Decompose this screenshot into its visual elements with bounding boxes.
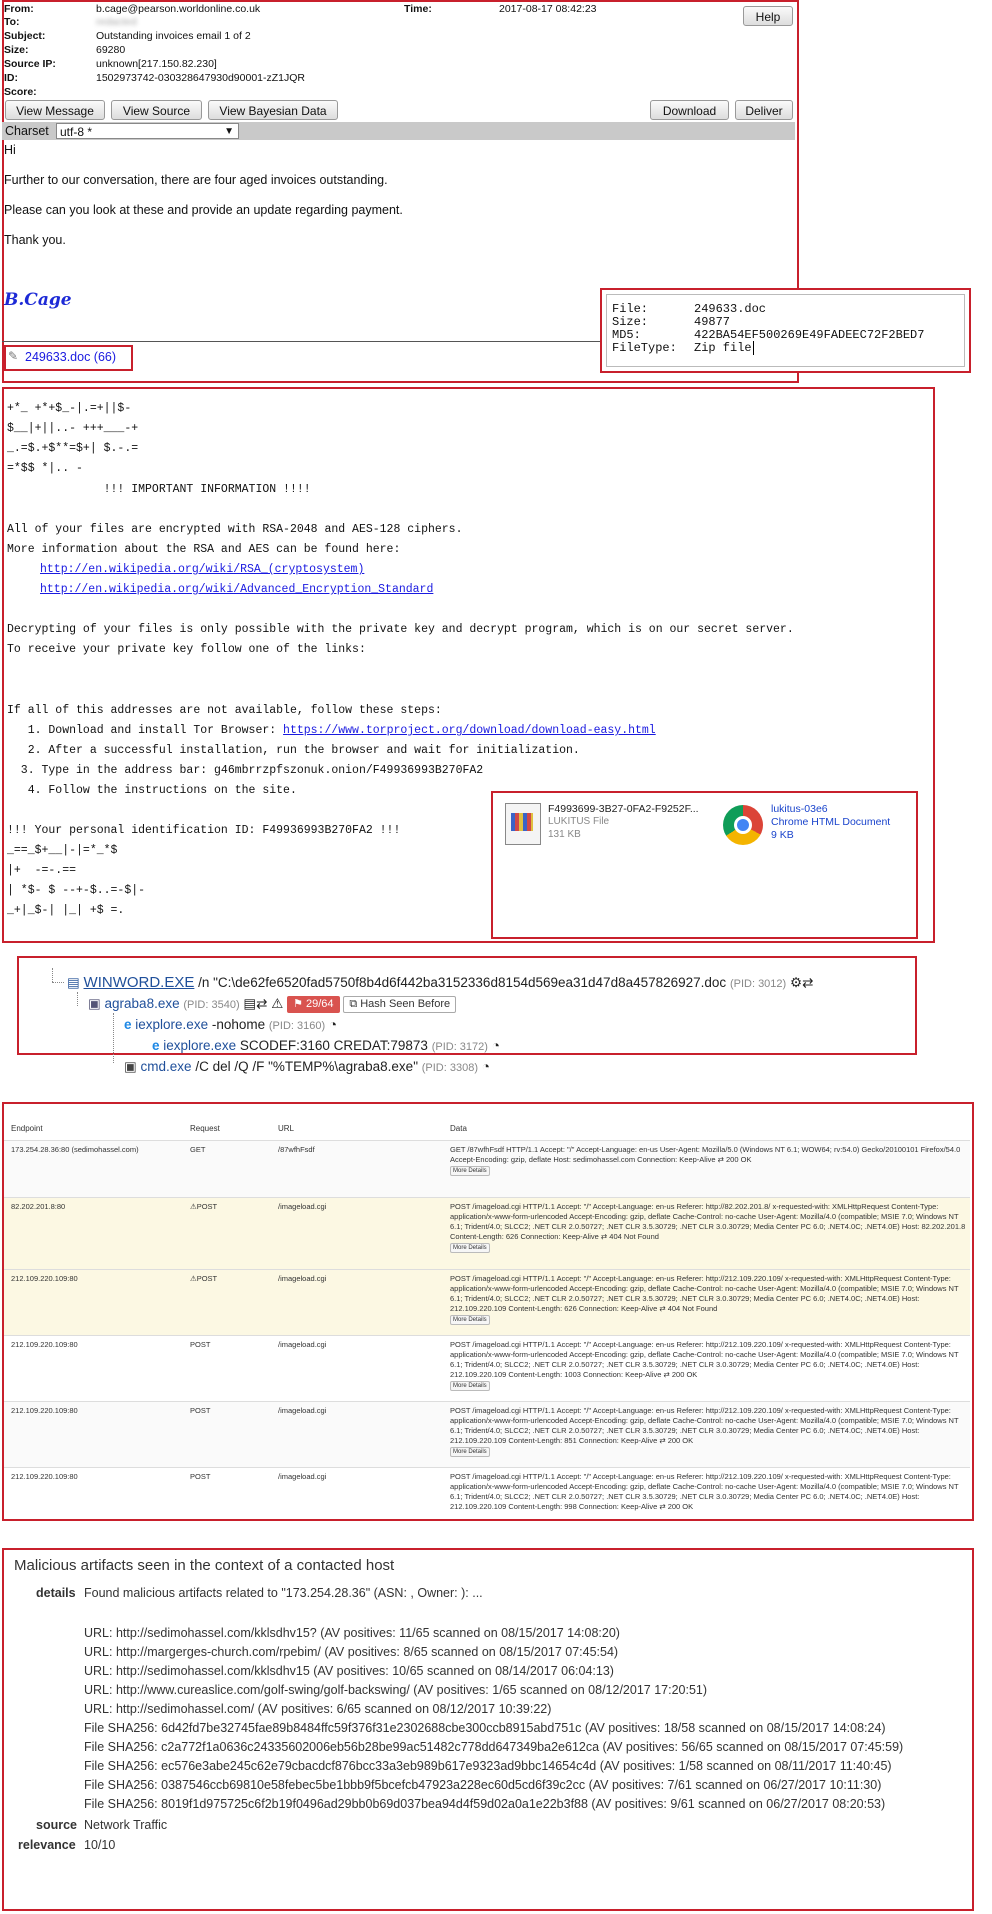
endpoint-cell: 212.109.220.109:80 <box>11 1340 78 1349</box>
url-cell: /87wfhFsdf <box>278 1145 315 1154</box>
swap-icon: ⇄ <box>802 975 814 990</box>
artifact-line: URL: http://sedimohassel.com/ (AV positives: 6/65 scanned on 08/12/2017 10:39:22) <box>84 1702 552 1716</box>
gear-icon: ⚙ <box>789 975 803 990</box>
chrome-icon-center <box>734 816 752 834</box>
warning-icon: ⚠ <box>271 996 284 1012</box>
eye-icon: ◔ <box>328 1017 338 1032</box>
tree-line <box>113 1013 115 1063</box>
text-cursor <box>753 341 761 355</box>
file-item-lukitus[interactable] <box>503 801 725 847</box>
body-line-1: Further to our conversation, there are four aged invoices outstanding. <box>4 173 388 187</box>
table-row <box>4 1467 970 1518</box>
endpoint-cell: 82.202.201.8:80 <box>11 1202 66 1211</box>
ransom-step-3: 3. Type in the address bar: g46mbrrzpfszonuk.onion/F49936993B270FA2 <box>7 764 484 777</box>
help-button[interactable]: Help <box>743 6 793 26</box>
file-type: LUKITUS File <box>548 816 610 827</box>
charset-select-value: utf-8 * <box>60 125 93 139</box>
artifact-line: File SHA256: 6d42fd7be32745fae89b8484ffc59f376f31e2302688cbe300ccb8915abd751c (AV positives: 18/58 scanned on 08/15/2017 14:08:24) <box>84 1721 886 1735</box>
artifacts-title: Malicious artifacts seen in the context of a contacted host <box>14 1557 395 1574</box>
eye-icon: ◔ <box>491 1038 500 1053</box>
data-cell: POST /imageload.cgi HTTP/1.1 Accept: "/" Accept-Language: en-us Referer: http://212.109.220.109/ x-requested-with: XMLHttpRequest Content-Type: application/x-www-form-urlencoded Accept-Encoding: gzip, deflate Cache-Control: no-cache User-Agent: Mozilla/4.0 (compatible; MSIE 7.0; Windows NT 6.1; Trident/4.0; SLCC2; .NET CLR 2.0.50727; .NET CLR 3.5.30729; .NET CLR 3.0.30729; Media Center PC 6.0; .NET4.0C; .NET4.0E) Host: 212.109.220.109 Content-Length: 626 Connection: Keep-Alive ⇄ 404 Not Found More Details <box>450 1274 959 1323</box>
source-ip-value: unknown[217.150.82.230] <box>96 58 217 70</box>
body-line-2: Please can you look at these and provide an update regarding payment. <box>4 203 403 217</box>
chevron-down-icon: ▼ <box>224 126 234 137</box>
signature: B.Cage <box>4 290 72 310</box>
col-header-url: URL <box>278 1124 295 1133</box>
eye-icon: ◔ <box>481 1059 490 1074</box>
view-source-button[interactable]: View Source <box>111 100 202 120</box>
details-intro: Found malicious artifacts related to "173.254.28.36" (ASN: , Owner: ): ... <box>84 1586 483 1600</box>
divider <box>2 341 602 342</box>
request-cell: ⚠POST <box>190 1274 218 1283</box>
data-cell: POST /imageload.cgi HTTP/1.1 Accept: "/" Accept-Language: en-us Referer: http://212.109.220.109/ x-requested-with: XMLHttpRequest Content-Type: application/x-www-form-urlencoded Accept-Encoding: gzip, deflate Cache-Control: no-cache User-Agent: Mozilla/4.0 (compatible; MSIE 7.0; Windows NT 6.1; Trident/4.0; SLCC2; .NET CLR 2.0.50727; .NET CLR 3.5.30729; .NET CLR 3.0.30729; Media Center PC 6.0; .NET4.0C; .NET4.0E) Host: 212.109.220.109 Content-Length: 998 Connection: Keep-Alive ⇄ 200 OK <box>450 1472 959 1511</box>
tree-line <box>77 992 79 1006</box>
rsa-wiki-link[interactable]: http://en.wikipedia.org/wiki/RSA_(cryptosystem) <box>40 563 365 576</box>
tor-download-link[interactable]: https://www.torproject.org/download/download-easy.html <box>283 724 656 737</box>
process-iexplore-1[interactable]: e iexplore.exe -nohome (PID: 3160) ◔ <box>124 1017 338 1032</box>
file-name: lukitus-03e6 <box>771 803 828 815</box>
source-label: source <box>36 1818 77 1832</box>
charset-label: Charset <box>5 124 49 138</box>
tree-line <box>52 968 54 982</box>
body-greeting: Hi <box>4 143 16 157</box>
process-agraba8[interactable] <box>88 996 456 1013</box>
data-cell: GET /87wfhFsdf HTTP/1.1 Accept: "/" Accept-Language: en-us User-Agent: Mozilla/5.0 (Windows NT 6.1; WOW64; rv:54.0) Gecko/20100101 Firefox/54.0 Accept-Encoding: gzip, deflate Host: sedimohassel.com Connection: Keep-Alive ⇄ 200 OK More Details <box>450 1145 961 1174</box>
process-winword[interactable]: ▤ WINWORD.EXE /n "C:\de62fe6520fad5750f8b4d6f442ba3152336d8154d569ea31d47d8a457826927.doc (PID: 3012) ⚙⇄ <box>67 974 814 991</box>
filetype-row: FileType: Zip file <box>612 342 761 355</box>
endpoint-cell: 212.109.220.109:80 <box>11 1274 78 1283</box>
id-value: 1502973742-030328647930d90001-zZ1JQR <box>96 72 306 84</box>
swap-icon: ⇄ <box>256 996 268 1012</box>
file-type: Chrome HTML Document <box>771 816 891 828</box>
ascii-art-line: +*_ +*+$_-|.=+||$- <box>7 402 132 415</box>
ransom-step-2: 2. After a successful installation, run the browser and wait for initialization. <box>7 744 580 757</box>
endpoint-cell: 212.109.220.109:80 <box>11 1406 78 1415</box>
data-cell: POST /imageload.cgi HTTP/1.1 Accept: "/" Accept-Language: en-us Referer: http://82.202.201.8/ x-requested-with: XMLHttpRequest Content-Type: application/x-www-form-urlencoded Accept-Encoding: gzip, deflate Cache-Control: no-cache User-Agent: Mozilla/4.0 (compatible; MSIE 7.0; Windows NT 6.1; Trident/4.0; SLCC2; .NET CLR 2.0.50727; .NET CLR 3.5.30729; .NET CLR 3.0.30729; Media Center PC 6.0; .NET4.0C; .NET4.0E) Host: 82.202.201.8 Content-Length: 626 Connection: Keep-Alive ⇄ 404 Not Found More Details <box>450 1202 966 1251</box>
ransom-para-3: Decrypting of your files is only possible with the private key and decrypt program, which is on our secret server. <box>7 623 794 636</box>
file-size: 131 KB <box>548 829 581 840</box>
ransom-para-4: To receive your private key follow one of the links: <box>7 643 366 656</box>
attachment-link[interactable]: 249633.doc (66) <box>25 350 117 364</box>
file-name: 249633.doc <box>694 302 767 316</box>
file-info-popup <box>600 288 971 373</box>
process-name[interactable]: iexplore.exe <box>135 1017 209 1032</box>
document-icon: ▤ <box>67 975 80 990</box>
generic-file-icon <box>505 803 541 845</box>
ascii-art-line: =*$$ *|.. - <box>7 462 83 475</box>
request-cell: GET <box>190 1145 206 1154</box>
size-value: 69280 <box>96 44 126 56</box>
from-value: b.cage@pearson.worldonline.co.uk <box>96 3 261 15</box>
process-pid: (PID: 3308) <box>421 1062 478 1074</box>
artifact-line: File SHA256: ec576e3abe245c62e79cbacdcf876bcc33a3eb989b617e9323ad9bbc14654c4d (AV positives: 1/58 scanned on 08/11/2017 11:40:45) <box>84 1759 892 1773</box>
ransom-para-2: More information about the RSA and AES can be found here: <box>7 543 401 556</box>
filetype-value: Zip file <box>694 341 752 355</box>
process-pid: (PID: 3172) <box>431 1041 488 1053</box>
to-value: redacted <box>96 16 137 28</box>
table-row <box>4 1269 970 1336</box>
table-row <box>4 1140 970 1198</box>
ransom-title: !!! IMPORTANT INFORMATION !!!! <box>7 483 311 496</box>
file-item-html[interactable] <box>721 801 911 847</box>
col-header-endpoint: Endpoint <box>11 1124 43 1133</box>
artifact-line: URL: http://margerges-church.com/rpebim/ (AV positives: 8/65 scanned on 08/15/2017 07:45:54) <box>84 1645 619 1659</box>
ie-icon: e <box>152 1038 160 1053</box>
col-header-request: Request <box>190 1124 220 1133</box>
file-size: 49877 <box>694 315 731 329</box>
ransom-step-4: 4. Follow the instructions on the site. <box>7 784 297 797</box>
request-cell: POST <box>190 1340 211 1349</box>
more-details-button[interactable]: More Details <box>450 1381 490 1391</box>
artifact-line: URL: http://www.cureaslice.com/golf-swing/golf-backswing/ (AV positives: 1/65 scanned on 08/12/2017 17:20:51) <box>84 1683 708 1697</box>
table-row <box>4 1401 970 1468</box>
table-row <box>4 1335 970 1402</box>
process-name[interactable]: agraba8.exe <box>104 996 180 1012</box>
subject-value: Outstanding invoices email 1 of 2 <box>96 30 251 42</box>
process-pid: (PID: 3012) <box>729 978 787 990</box>
view-message-button[interactable]: View Message <box>5 100 105 120</box>
time-value: 2017-08-17 08:42:23 <box>499 3 597 15</box>
ascii-art-line: | *$- $ --+-$..=-$|- <box>7 884 146 897</box>
process-name[interactable]: cmd.exe <box>140 1059 192 1074</box>
ascii-art-line: _+|_$-| |_| +$ =. <box>7 904 125 917</box>
artifact-line: File SHA256: c2a772f1a0636c24335602006eb56b28be99ac51482c778dd647349ba2e612ca (AV positives: 56/65 scanned on 08/15/2017 07:45:59) <box>84 1740 904 1754</box>
ie-icon: e <box>124 1017 132 1032</box>
charset-select[interactable] <box>56 123 239 139</box>
more-details-button[interactable]: More Details <box>450 1447 490 1457</box>
more-details-button[interactable]: More Details <box>450 1243 490 1253</box>
table-row <box>4 1197 970 1270</box>
download-button[interactable]: Download <box>650 100 729 120</box>
process-name[interactable]: WINWORD.EXE <box>83 974 195 991</box>
file-icon-image <box>511 813 533 831</box>
body-line-3: Thank you. <box>4 233 66 247</box>
url-cell: /imageload.cgi <box>278 1472 327 1481</box>
chrome-icon <box>723 805 763 845</box>
ransom-step-1: 1. Download and install Tor Browser: https://www.torproject.org/download/download-easy.html <box>7 724 656 737</box>
more-details-button[interactable]: More Details <box>450 1166 490 1176</box>
tree-line <box>52 982 64 983</box>
endpoint-cell: 212.109.220.109:80 <box>11 1472 78 1481</box>
aes-wiki-link[interactable]: http://en.wikipedia.org/wiki/Advanced_Encryption_Standard <box>40 583 434 596</box>
ransom-para-1: All of your files are encrypted with RSA-2048 and AES-128 ciphers. <box>7 523 463 536</box>
request-cell: POST <box>190 1472 211 1481</box>
encrypted-files-box <box>491 791 918 939</box>
file-size-row: Size: 49877 <box>612 315 731 329</box>
console-icon: ▣ <box>124 1059 137 1074</box>
ransom-para-5: If all of this addresses are not available, follow these steps: <box>7 704 442 717</box>
artifact-line: File SHA256: 0387546ccb69810e58febec5be1bbb9f5bcefcb47923a228ec60d5cd6f39c2cc (AV positives: 7/61 scanned on 06/27/2017 10:11:30) <box>84 1778 882 1792</box>
artifact-line: URL: http://sedimohassel.com/kklsdhv15? (AV positives: 11/65 scanned on 08/15/2017 14:08:20) <box>84 1626 620 1640</box>
relevance-value: 10/10 <box>84 1838 116 1852</box>
process-cmd[interactable]: ▣ cmd.exe /C del /Q /F "%TEMP%\agraba8.exe" (PID: 3308) ◔ <box>124 1059 490 1074</box>
url-cell: /imageload.cgi <box>278 1340 327 1349</box>
ascii-art-line: $__|+||..- +++___-+ <box>7 422 139 435</box>
file-size: 9 KB <box>771 829 794 841</box>
request-cell: POST <box>190 1406 211 1415</box>
process-pid: (PID: 3160) <box>268 1020 326 1032</box>
col-header-data: Data <box>450 1124 467 1133</box>
artifact-line: URL: http://sedimohassel.com/kklsdhv15 (AV positives: 10/65 scanned on 08/14/2017 06:04:13) <box>84 1664 614 1678</box>
ransom-id-line: !!! Your personal identification ID: F49936993B270FA2 !!! <box>7 824 401 837</box>
detection-badge: ⚑ 29/64 <box>287 996 339 1013</box>
details-label: details <box>36 1586 76 1600</box>
process-pid: (PID: 3540) <box>183 999 240 1012</box>
process-iexplore-2[interactable]: e iexplore.exe SCODEF:3160 CREDAT:79873 (PID: 3172) ◔ <box>152 1038 500 1053</box>
ascii-art-line: _==_$+__|-|=*_*$ <box>7 844 118 857</box>
process-name[interactable]: iexplore.exe <box>163 1038 237 1053</box>
window-icon: ▣ <box>88 996 101 1012</box>
md5-value: 422BA54EF500269E49FADEEC72F2BED7 <box>694 328 925 342</box>
deliver-button[interactable]: Deliver <box>735 100 793 120</box>
endpoint-cell: 173.254.28.36:80 (sedimohassel.com) <box>11 1145 139 1154</box>
list-icon: ▤ <box>243 996 257 1012</box>
paperclip-icon: ✎ <box>8 349 19 363</box>
ascii-art-line: _.=$.+$**=$+| $.-.= <box>7 442 139 455</box>
ascii-art-line: |+ -=-.== <box>7 864 77 877</box>
url-cell: /imageload.cgi <box>278 1202 327 1211</box>
hash-seen-badge: ⧉ Hash Seen Before <box>343 996 456 1013</box>
url-cell: /imageload.cgi <box>278 1274 327 1283</box>
more-details-button[interactable]: More Details <box>450 1315 490 1325</box>
file-row: File: 249633.doc <box>612 302 767 316</box>
relevance-label: relevance <box>18 1838 76 1852</box>
artifact-line: File SHA256: 8019f1d975725c6f2b19f0496ad29bb0b69d037bea94d4f59d02a0a1e22b3f88 (AV positives: 9/61 scanned on 06/27/2017 08:20:53) <box>84 1797 886 1811</box>
url-cell: /imageload.cgi <box>278 1406 327 1415</box>
data-cell: POST /imageload.cgi HTTP/1.1 Accept: "/" Accept-Language: en-us Referer: http://212.109.220.109/ x-requested-with: XMLHttpRequest Content-Type: application/x-www-form-urlencoded Accept-Encoding: gzip, deflate Cache-Control: no-cache User-Agent: Mozilla/4.0 (compatible; MSIE 7.0; Windows NT 6.1; Trident/4.0; SLCC2; .NET CLR 2.0.50727; .NET CLR 3.5.30729; .NET CLR 3.0.30729; Media Center PC 6.0; .NET4.0C; .NET4.0E) Host: 212.109.220.109 Content-Length: 1003 Connection: Keep-Alive ⇄ 200 OK More Details <box>450 1340 959 1389</box>
md5-row: MD5: 422BA54EF500269E49FADEEC72F2BED7 <box>612 328 925 342</box>
request-cell: ⚠POST <box>190 1202 218 1211</box>
source-value: Network Traffic <box>84 1818 168 1832</box>
view-bayesian-button[interactable]: View Bayesian Data <box>208 100 338 120</box>
data-cell: POST /imageload.cgi HTTP/1.1 Accept: "/" Accept-Language: en-us Referer: http://212.109.220.109/ x-requested-with: XMLHttpRequest Content-Type: application/x-www-form-urlencoded Accept-Encoding: gzip, deflate Cache-Control: no-cache User-Agent: Mozilla/4.0 (compatible; MSIE 7.0; Windows NT 6.1; Trident/4.0; SLCC2; .NET CLR 2.0.50727; .NET CLR 3.5.30729; .NET CLR 3.0.30729; Media Center PC 6.0; .NET4.0C; .NET4.0E) Host: 212.109.220.109 Content-Length: 851 Connection: Keep-Alive ⇄ 200 OK More Details <box>450 1406 959 1455</box>
file-name: F4993699-3B27-0FA2-F9252F... <box>548 803 699 815</box>
